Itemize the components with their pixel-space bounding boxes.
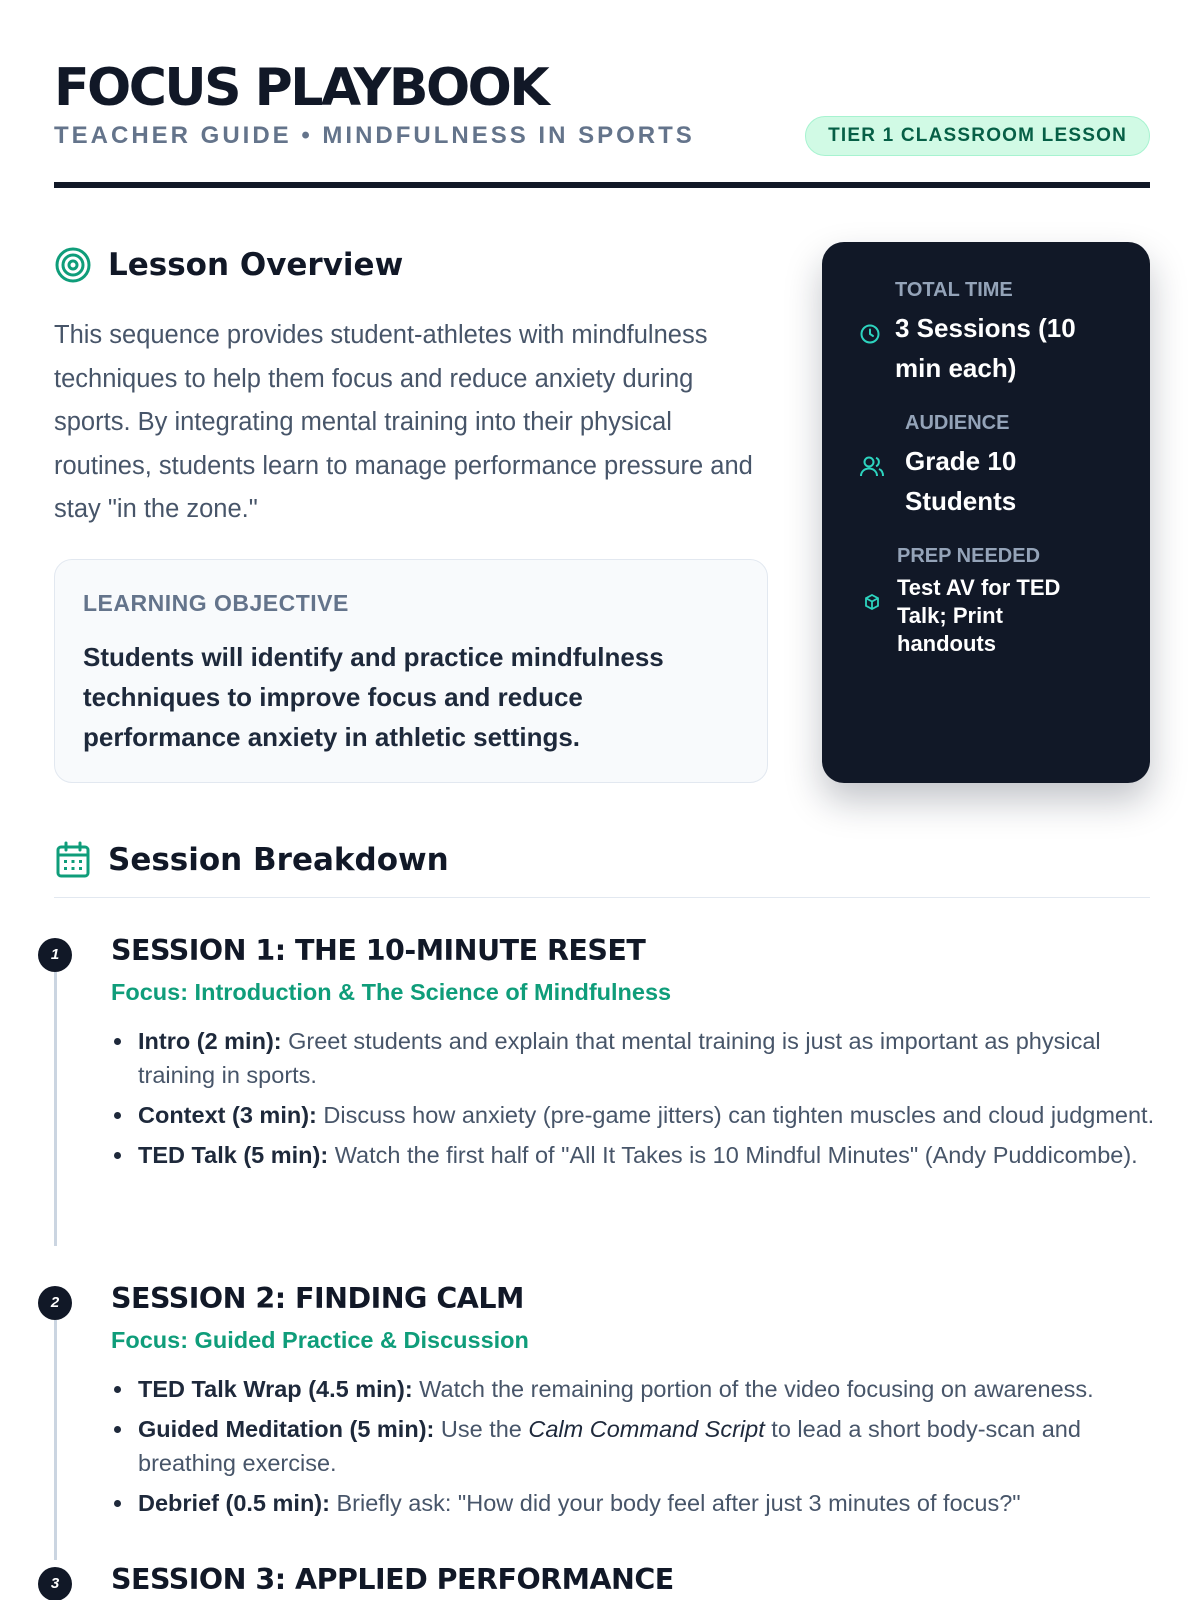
target-icon <box>54 246 92 284</box>
timeline-line <box>54 972 57 1246</box>
session-number-badge: 3 <box>38 1567 72 1600</box>
session-activity-list <box>111 1372 1156 1526</box>
overview-heading-text: Lesson Overview <box>108 247 404 283</box>
overview-heading <box>54 246 403 284</box>
timeline-line <box>54 1320 57 1560</box>
objective-text: Students will identify and practice mindfulness techniques to improve focus and reduce performance anxiety in athletic settings. <box>83 642 664 752</box>
session-number-badge: 2 <box>38 1286 72 1320</box>
page-header <box>54 56 1150 188</box>
breakdown-heading <box>54 841 449 879</box>
list-item <box>111 1372 1156 1406</box>
session-focus: Focus: Introduction & The Science of Mindfulness <box>111 979 672 1005</box>
list-item <box>111 1138 1156 1172</box>
total-time-label: TOTAL TIME <box>895 279 1013 301</box>
section-divider <box>54 897 1150 898</box>
session-title: SESSION 3: APPLIED PERFORMANCE <box>111 1563 674 1596</box>
prep-item <box>859 545 1129 658</box>
clock-icon <box>859 321 881 347</box>
activity-text: Watch the remaining portion of the video focusing on awareness. <box>412 1376 1094 1402</box>
activity-text: Greet students and explain that mental training is just as important as physical training in sports. <box>138 1028 1101 1088</box>
activity-label: Debrief (0.5 min): <box>138 1490 330 1516</box>
activity-text: Discuss how anxiety (pre-game jitters) can tighten muscles and cloud judgment. <box>316 1102 1155 1128</box>
list-item <box>111 1098 1156 1132</box>
activity-label: TED Talk (5 min): <box>138 1142 329 1168</box>
box-icon <box>859 589 885 615</box>
learning-objective-box <box>54 559 768 783</box>
list-item <box>111 1024 1156 1092</box>
script-title: Calm Command Script <box>528 1416 765 1442</box>
audience-label: AUDIENCE <box>905 412 1010 434</box>
activity-label: TED Talk Wrap (4.5 min): <box>138 1376 413 1402</box>
objective-label: LEARNING OBJECTIVE <box>83 590 349 616</box>
total-time-item <box>859 279 1129 388</box>
users-icon <box>859 454 885 480</box>
page-title: FOCUS PLAYBOOK <box>54 58 548 118</box>
activity-text: Use the <box>434 1416 529 1442</box>
session-activity-list <box>111 1024 1156 1178</box>
session-focus: Focus: Guided Practice & Discussion <box>111 1327 529 1353</box>
prep-label: PREP NEEDED <box>897 545 1041 567</box>
breakdown-heading-text: Session Breakdown <box>108 842 449 878</box>
calendar-icon <box>54 841 92 879</box>
audience-item <box>859 412 1129 521</box>
activity-text: Briefly ask: "How did your body feel after just 3 minutes of focus?" <box>329 1490 1021 1516</box>
session-number-badge: 1 <box>38 938 72 972</box>
overview-text: This sequence provides student-athletes with mindfulness techniques to help them focus and reduce anxiety during sports. By integrating mental training into their physical routines, students learn to manage performance pressure and stay "in the zone." <box>54 321 753 523</box>
tier-badge: TIER 1 CLASSROOM LESSON <box>805 116 1150 156</box>
total-time-value: 3 Sessions (10 min each) <box>895 313 1076 383</box>
session-title: SESSION 1: THE 10-MINUTE RESET <box>111 934 646 967</box>
page-subtitle: TEACHER GUIDE • MINDFULNESS IN SPORTS <box>54 122 695 149</box>
session-3 <box>38 1563 1150 1600</box>
list-item <box>111 1486 1156 1520</box>
list-item <box>111 1412 1156 1480</box>
session-2 <box>38 1282 1150 1526</box>
session-title: SESSION 2: FINDING CALM <box>111 1282 524 1315</box>
session-1 <box>38 934 1155 1248</box>
audience-value: Grade 10 Students <box>905 446 1017 516</box>
activity-text: to lead a short body-scan and breathing exercise. <box>138 1416 1081 1476</box>
activity-label: Guided Meditation (5 min): <box>138 1416 435 1442</box>
activity-label: Intro (2 min): <box>138 1028 282 1054</box>
activity-label: Context (3 min): <box>138 1102 317 1128</box>
prep-value: Test AV for TED Talk; Print handouts <box>897 575 1061 656</box>
lesson-info-card <box>822 242 1150 783</box>
activity-text: Watch the first half of "All It Takes is 10 Mindful Minutes" (Andy Puddicombe). <box>328 1142 1138 1168</box>
